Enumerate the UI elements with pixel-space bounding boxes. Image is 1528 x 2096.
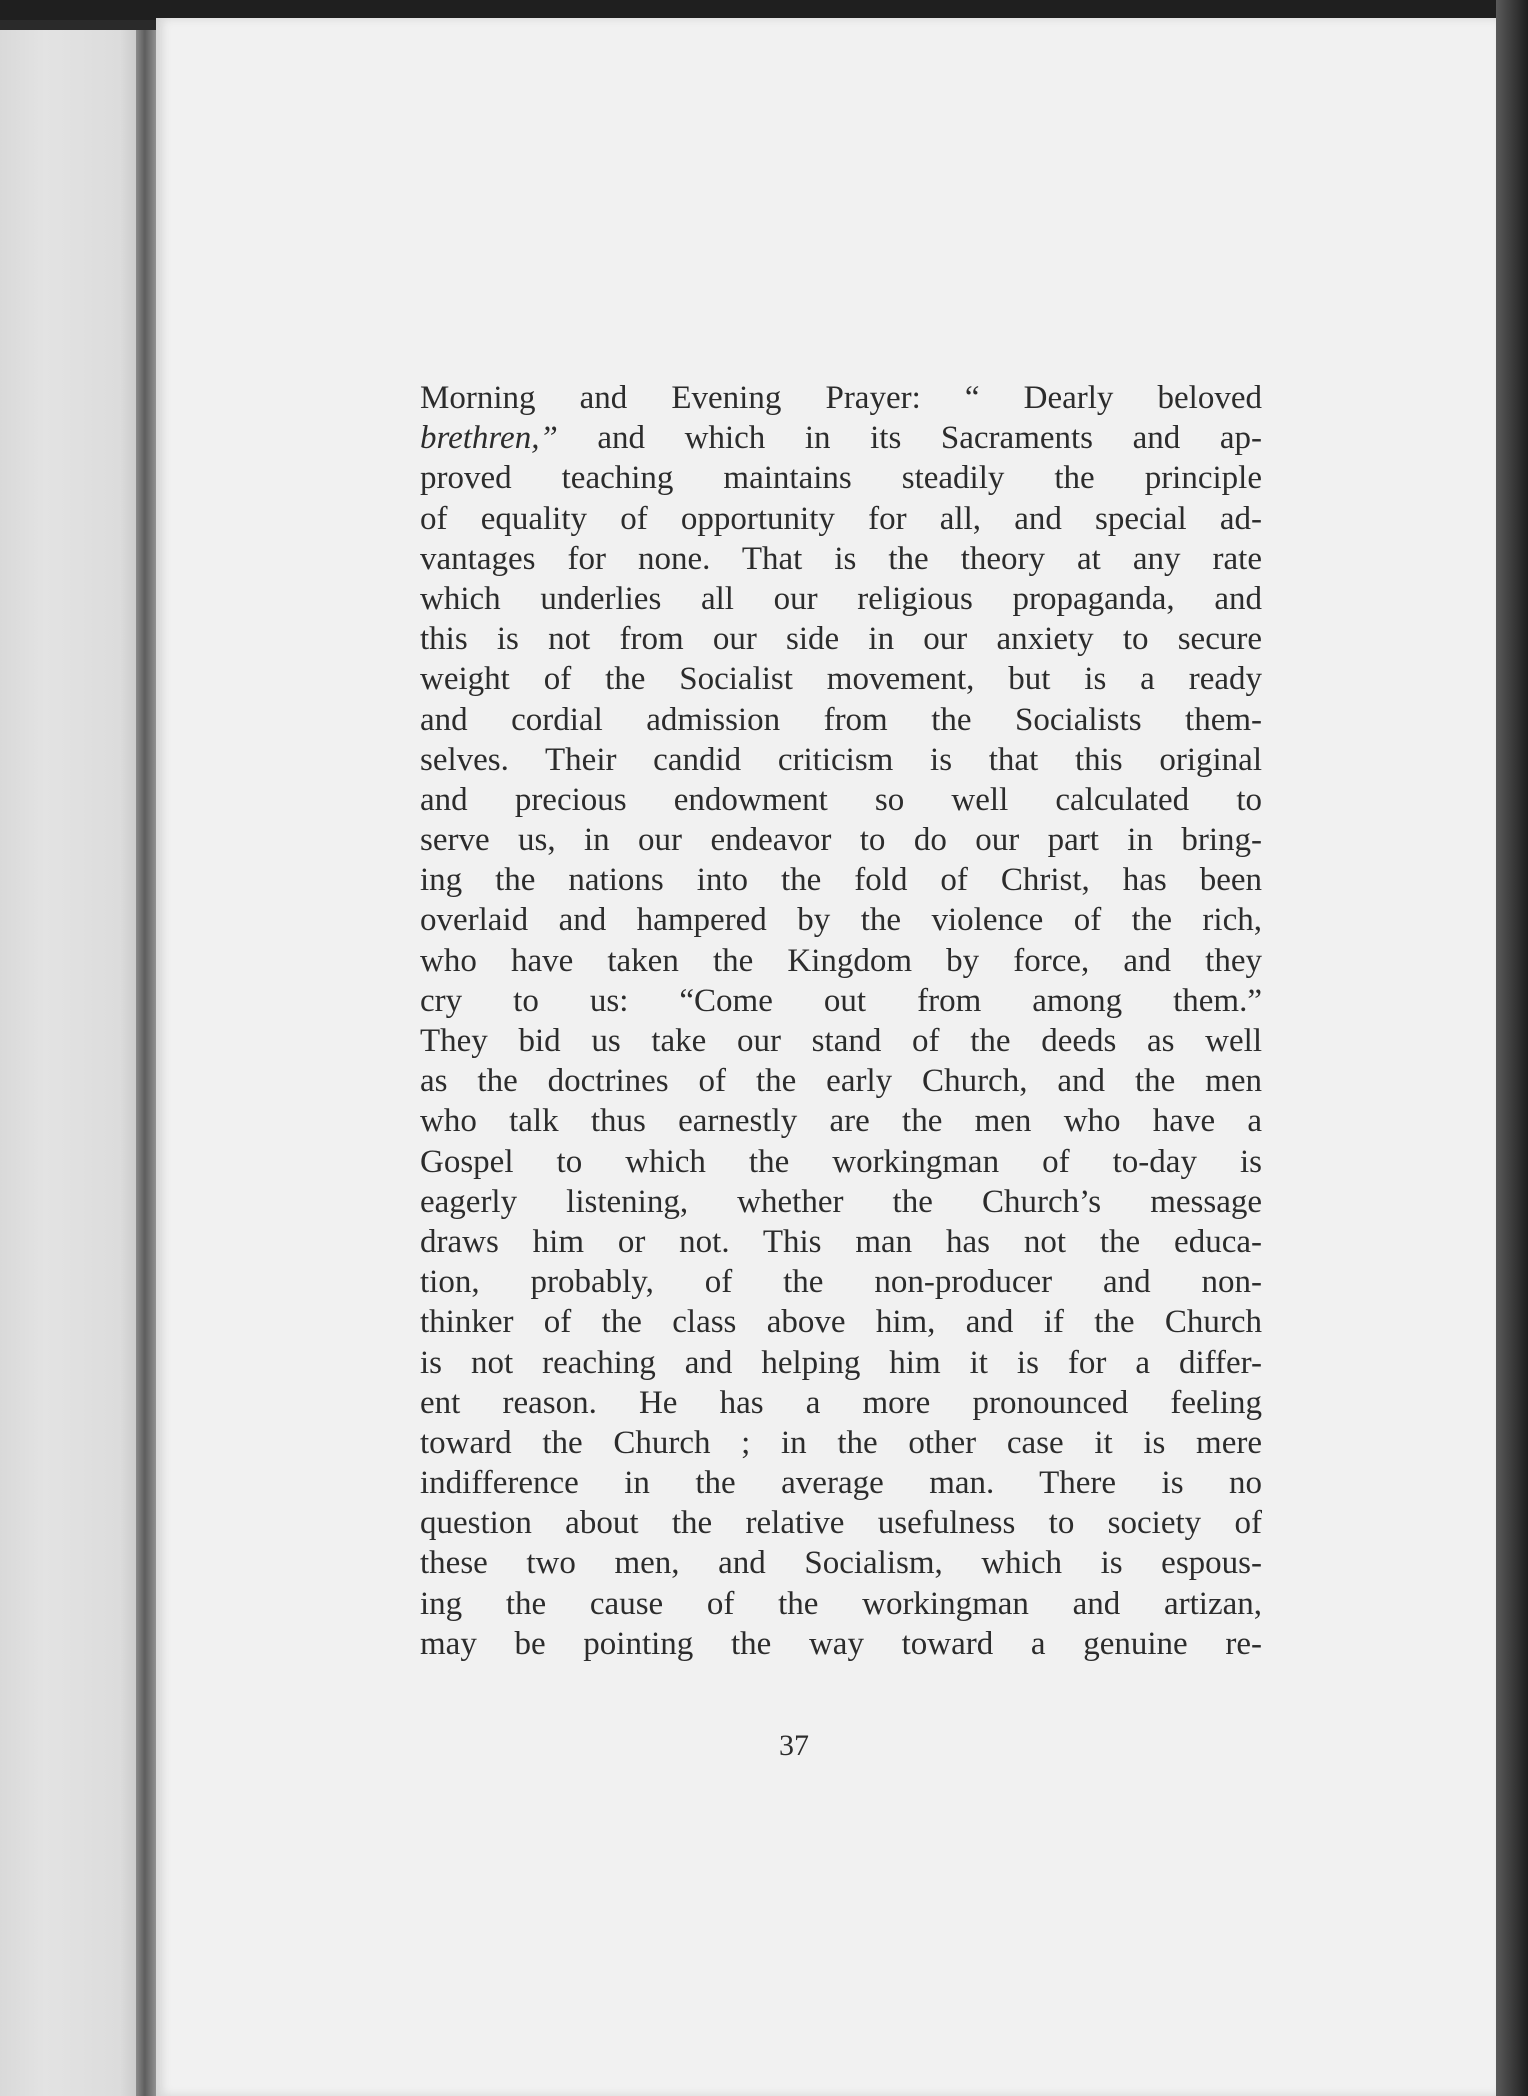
scan-right-border bbox=[1496, 0, 1528, 2096]
book-gutter bbox=[136, 30, 158, 2096]
text-line: may be pointing the way toward a genuine re- bbox=[420, 1625, 1262, 1662]
text-line: who talk thus earnestly are the men who have a bbox=[420, 1103, 1262, 1140]
text-line: toward the Church ; in the other case it is mere bbox=[420, 1424, 1262, 1461]
text-line: Morning and Evening Prayer: “ Dearly beloved bbox=[420, 380, 1262, 416]
text-line: selves. Their candid criticism is that this original bbox=[420, 741, 1262, 778]
text-line: and precious endowment so well calculated to bbox=[420, 781, 1262, 818]
text-line: cry to us: “Come out from among them.” bbox=[420, 982, 1262, 1019]
text-line: ing the cause of the workingman and artizan, bbox=[420, 1585, 1262, 1622]
text-line: which underlies all our religious propaganda, and bbox=[420, 580, 1262, 617]
text-line: of equality of opportunity for all, and special ad- bbox=[420, 500, 1262, 537]
text-line: draws him or not. This man has not the educa- bbox=[420, 1223, 1262, 1260]
page-number: 37 bbox=[779, 1729, 809, 1762]
text-line: tion, probably, of the non-producer and non- bbox=[420, 1264, 1262, 1301]
text-line: as the doctrines of the early Church, and the men bbox=[420, 1063, 1262, 1100]
text-line: eagerly listening, whether the Church’s message bbox=[420, 1183, 1262, 1220]
italic-word: brethren,” bbox=[420, 420, 558, 457]
left-page-edge bbox=[0, 30, 150, 2096]
text-line: proved teaching maintains steadily the principle bbox=[420, 460, 1262, 497]
text-line: indifference in the average man. There is no bbox=[420, 1465, 1262, 1502]
text-line: is not reaching and helping him it is for a differ- bbox=[420, 1344, 1262, 1381]
text-line: Gospel to which the workingman of to-day is bbox=[420, 1143, 1262, 1180]
text-line: overlaid and hampered by the violence of the rich, bbox=[420, 902, 1262, 939]
text-line-rest: and which in its Sacraments and ap- bbox=[597, 420, 1262, 457]
text-line: vantages for none. That is the theory at any rate bbox=[420, 540, 1262, 577]
text-line: who have taken the Kingdom by force, and they bbox=[420, 942, 1262, 979]
text-line: this is not from our side in our anxiety to secure bbox=[420, 621, 1262, 658]
text-line: ing the nations into the fold of Christ, has been bbox=[420, 862, 1262, 899]
text-line: They bid us take our stand of the deeds as well bbox=[420, 1023, 1262, 1059]
scan-top-border bbox=[0, 0, 1528, 20]
text-line: these two men, and Socialism, which is espous- bbox=[420, 1545, 1262, 1582]
text-line: serve us, in our endeavor to do our part in bring- bbox=[420, 822, 1262, 859]
text-line: question about the relative usefulness to society of bbox=[420, 1505, 1262, 1542]
text-line: weight of the Socialist movement, but is a ready bbox=[420, 661, 1262, 698]
text-line: thinker of the class above him, and if the Church bbox=[420, 1304, 1262, 1341]
body-text bbox=[420, 378, 1262, 1664]
text-line: and cordial admission from the Socialists them- bbox=[420, 701, 1262, 738]
text-line: ent reason. He has a more pronounced feeling bbox=[420, 1384, 1262, 1421]
text-line bbox=[420, 418, 1262, 458]
